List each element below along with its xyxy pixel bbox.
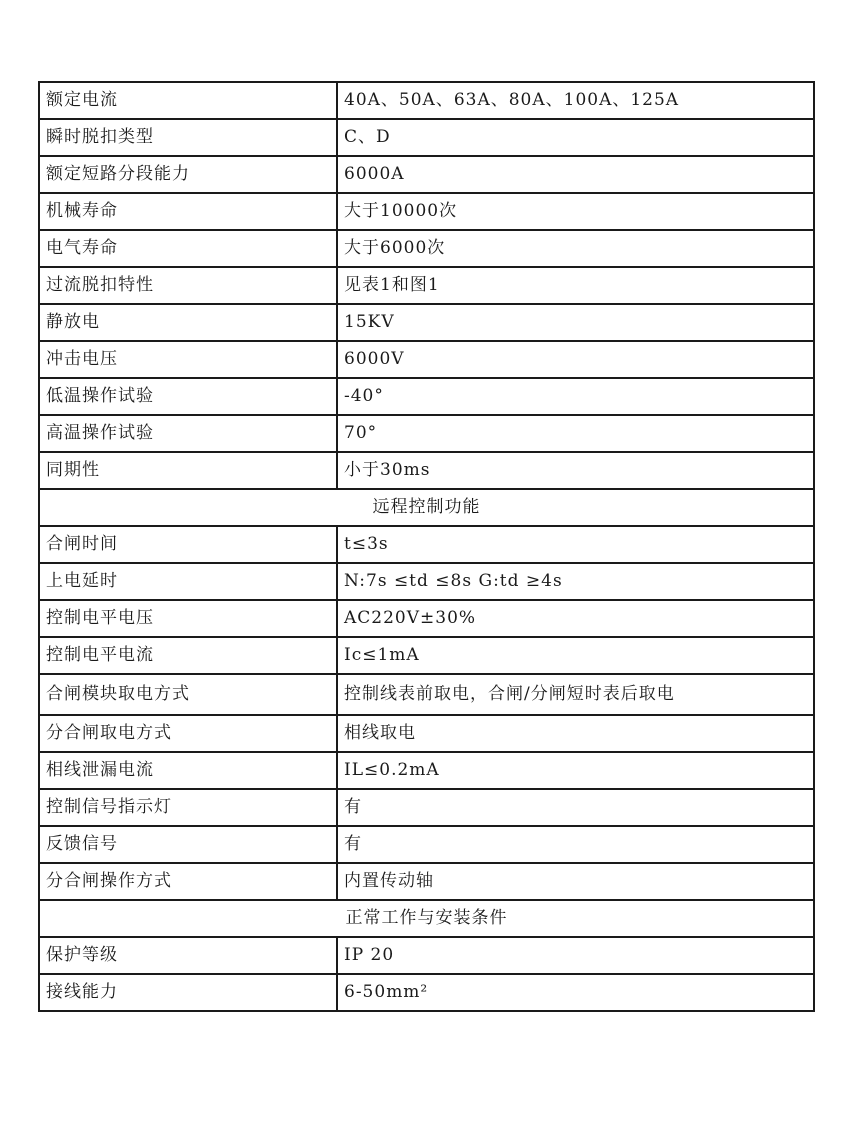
spec-row (39, 341, 814, 378)
spec-row (39, 600, 814, 637)
spec-value: 相线取电 (337, 715, 814, 752)
spec-value: 控制线表前取电，合闸/分闸短时表后取电 (337, 674, 814, 715)
section-header-row (39, 489, 814, 526)
spec-value: 6-50mm² (337, 974, 814, 1011)
spec-label: 机械寿命 (39, 193, 337, 230)
section-title: 正常工作与安装条件 (39, 900, 814, 937)
spec-label: 额定电流 (39, 82, 337, 119)
spec-row (39, 304, 814, 341)
spec-value: -40° (337, 378, 814, 415)
spec-label: 瞬时脱扣类型 (39, 119, 337, 156)
spec-label: 电气寿命 (39, 230, 337, 267)
spec-row (39, 378, 814, 415)
spec-label: 保护等级 (39, 937, 337, 974)
spec-row (39, 826, 814, 863)
spec-value: Ic≤1mA (337, 637, 814, 674)
spec-row (39, 415, 814, 452)
spec-row (39, 637, 814, 674)
spec-row (39, 267, 814, 304)
spec-value: C、D (337, 119, 814, 156)
spec-value: 有 (337, 826, 814, 863)
spec-label: 过流脱扣特性 (39, 267, 337, 304)
spec-label: 接线能力 (39, 974, 337, 1011)
spec-label: 低温操作试验 (39, 378, 337, 415)
spec-row (39, 119, 814, 156)
spec-row (39, 937, 814, 974)
spec-row (39, 230, 814, 267)
spec-label: 控制电平电流 (39, 637, 337, 674)
section-header-row (39, 900, 814, 937)
spec-value: IP 20 (337, 937, 814, 974)
spec-value: 6000V (337, 341, 814, 378)
spec-table-body (39, 82, 814, 1011)
spec-label: 额定短路分段能力 (39, 156, 337, 193)
spec-label: 控制信号指示灯 (39, 789, 337, 826)
spec-row (39, 752, 814, 789)
spec-label: 高温操作试验 (39, 415, 337, 452)
spec-row (39, 863, 814, 900)
section-title: 远程控制功能 (39, 489, 814, 526)
spec-row (39, 789, 814, 826)
spec-value: 6000A (337, 156, 814, 193)
spec-label: 合闸时间 (39, 526, 337, 563)
spec-label: 分合闸操作方式 (39, 863, 337, 900)
spec-value: 40A、50A、63A、80A、100A、125A (337, 82, 814, 119)
spec-row (39, 82, 814, 119)
spec-value: 大于10000次 (337, 193, 814, 230)
spec-table (38, 81, 815, 1012)
spec-value: 内置传动轴 (337, 863, 814, 900)
spec-row (39, 526, 814, 563)
spec-label: 分合闸取电方式 (39, 715, 337, 752)
spec-label: 控制电平电压 (39, 600, 337, 637)
spec-label: 冲击电压 (39, 341, 337, 378)
spec-label: 反馈信号 (39, 826, 337, 863)
spec-value: 15KV (337, 304, 814, 341)
spec-row (39, 193, 814, 230)
spec-value: N:7s ≤td ≤8s G:td ≥4s (337, 563, 814, 600)
spec-row (39, 452, 814, 489)
spec-value: 70° (337, 415, 814, 452)
spec-value: t≤3s (337, 526, 814, 563)
spec-label: 上电延时 (39, 563, 337, 600)
spec-value: IL≤0.2mA (337, 752, 814, 789)
spec-value: 见表1和图1 (337, 267, 814, 304)
spec-value: 大于6000次 (337, 230, 814, 267)
spec-label: 静放电 (39, 304, 337, 341)
spec-value: 有 (337, 789, 814, 826)
spec-row (39, 156, 814, 193)
spec-value: AC220V±30% (337, 600, 814, 637)
spec-row (39, 974, 814, 1011)
spec-row (39, 563, 814, 600)
spec-row (39, 674, 814, 715)
spec-label: 同期性 (39, 452, 337, 489)
spec-value: 小于30ms (337, 452, 814, 489)
spec-label: 相线泄漏电流 (39, 752, 337, 789)
spec-row (39, 715, 814, 752)
spec-label: 合闸模块取电方式 (39, 674, 337, 715)
